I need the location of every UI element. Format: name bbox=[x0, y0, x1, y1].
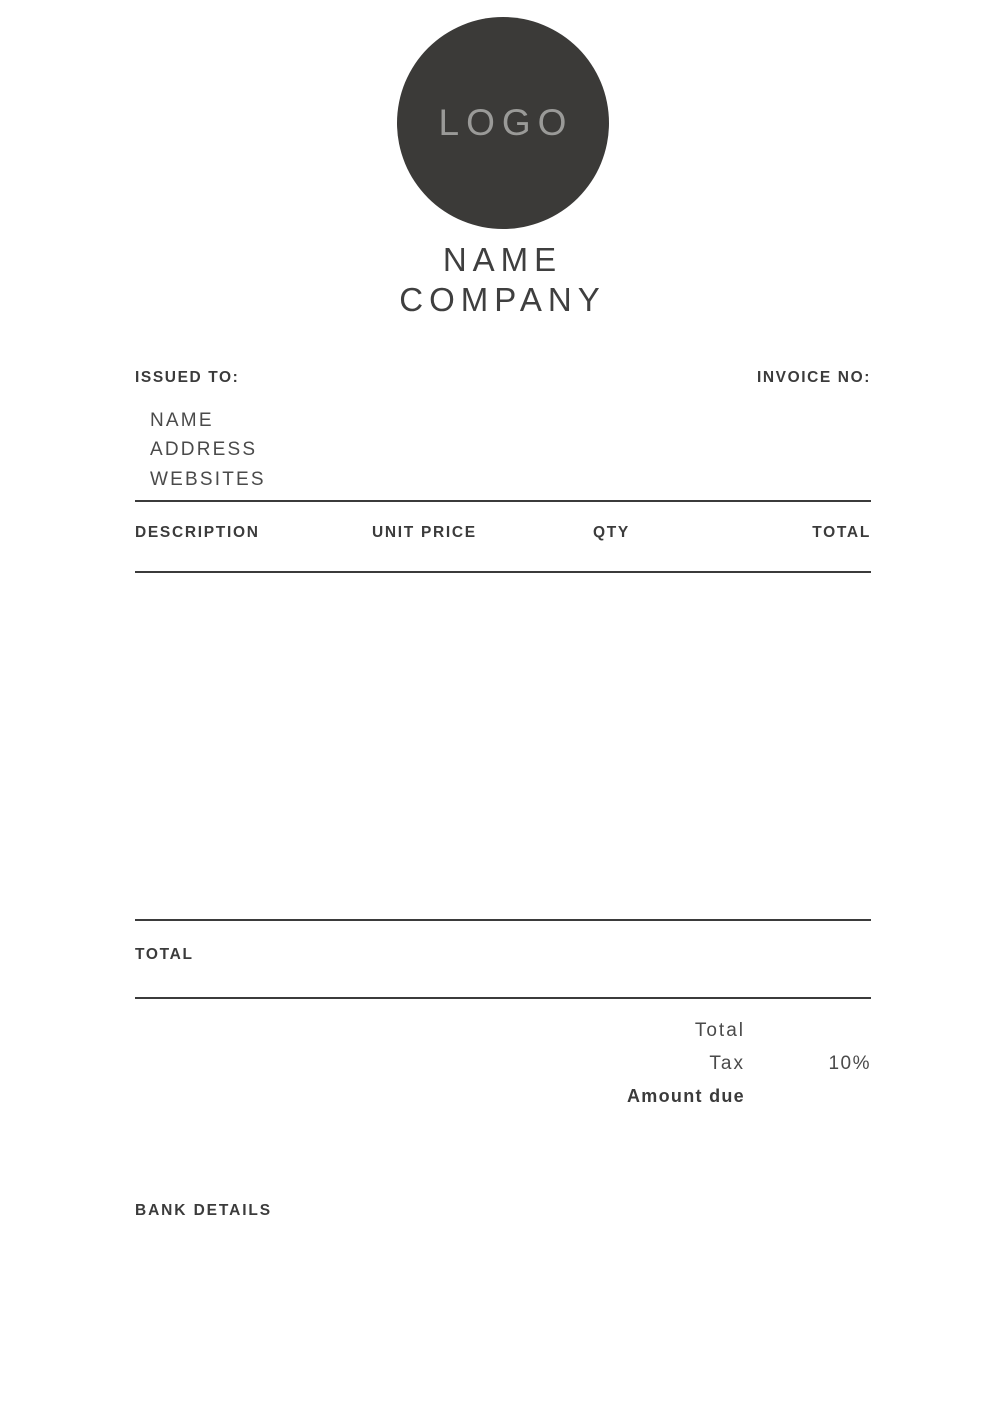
summary-row-tax bbox=[500, 1053, 871, 1075]
summary-label-tax: Tax bbox=[709, 1053, 745, 1074]
column-header-total: TOTAL bbox=[812, 524, 871, 541]
summary-label-amount-due: Amount due bbox=[627, 1086, 745, 1106]
invoice-no-label: INVOICE NO: bbox=[756, 369, 871, 386]
invoice-meta-row bbox=[135, 369, 871, 387]
total-row-rule bbox=[135, 997, 871, 999]
table-bottom-rule bbox=[135, 919, 871, 921]
issued-to-line-address: ADDRESS bbox=[150, 439, 258, 461]
table-header-rule bbox=[135, 571, 871, 573]
company-name-line-1: NAME bbox=[442, 241, 563, 278]
company-name-block bbox=[0, 240, 1005, 321]
logo-circle bbox=[397, 17, 609, 229]
bank-details-label: BANK DETAILS bbox=[135, 1202, 273, 1219]
column-header-unit-price: UNIT PRICE bbox=[372, 524, 477, 541]
logo-container bbox=[0, 17, 1005, 229]
column-header-description: DESCRIPTION bbox=[135, 524, 260, 541]
summary-label-total: Total bbox=[694, 1020, 745, 1041]
issued-to-address bbox=[150, 406, 266, 494]
column-header-qty: QTY bbox=[593, 524, 630, 541]
issued-to-label: ISSUED TO: bbox=[135, 369, 240, 386]
logo-text: LOGO bbox=[438, 102, 574, 143]
table-total-row-label: TOTAL bbox=[135, 946, 194, 963]
issued-to-line-websites: WEBSITES bbox=[150, 468, 266, 490]
table-column-headers bbox=[135, 524, 871, 554]
company-name-line-2: COMPANY bbox=[399, 281, 606, 319]
summary-row-total bbox=[500, 1020, 871, 1042]
issued-to-line-name: NAME bbox=[150, 410, 214, 431]
summary-block bbox=[500, 1020, 871, 1118]
table-top-rule bbox=[135, 500, 871, 502]
summary-row-amount-due bbox=[500, 1086, 871, 1107]
summary-value-tax: 10% bbox=[828, 1053, 871, 1074]
